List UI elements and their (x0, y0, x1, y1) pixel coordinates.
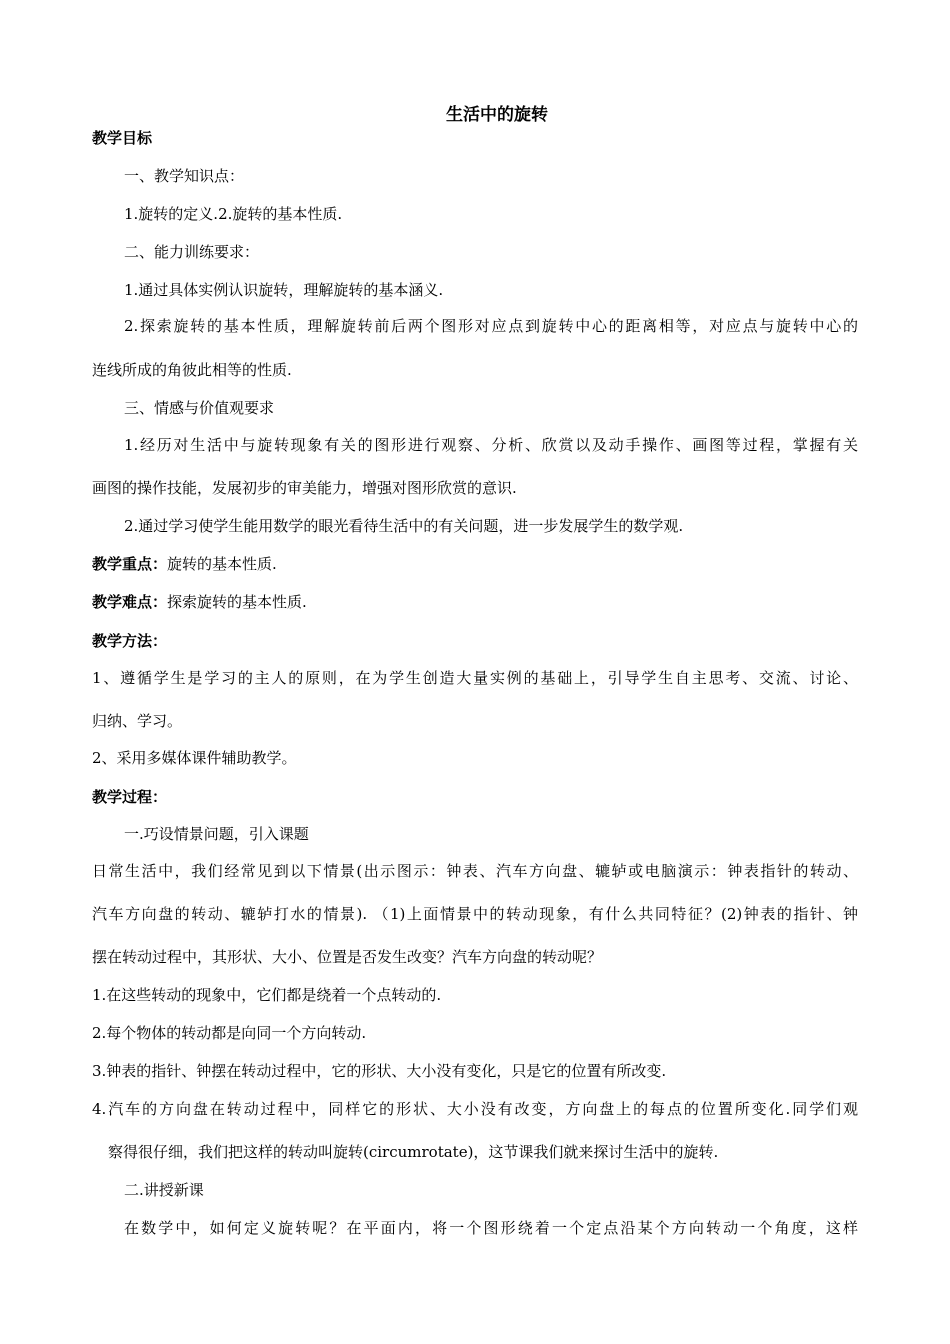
point-4-line-1: 4.汽车的方向盘在转动过程中，同样它的形状、大小没有改变，方向盘上的每点的位置所变化.同学们观 (92, 1100, 858, 1118)
intro-line-2: 汽车方向盘的转动、辘轳打水的情景). （1)上面情景中的转动现象，有什么共同特征？(2)钟表的指针、钟 (92, 905, 858, 923)
method-2: 2、采用多媒体课件辅助教学。 (92, 749, 297, 767)
knowledge-heading: 一、教学知识点： (124, 167, 245, 185)
definition-line-1: 在数学中，如何定义旋转呢？在平面内，将一个图形绕着一个定点沿某个方向转动一个角度，这样 (124, 1219, 858, 1237)
process-heading: 教学过程： (92, 788, 168, 806)
ability-item-1: 1.通过具体实例认识旋转，理解旋转的基本涵义. (124, 281, 444, 299)
difficulty-label: 教学难点： (92, 593, 168, 611)
knowledge-items: 1.旋转的定义.2.旋转的基本性质. (124, 205, 343, 223)
emotion-item-1-line-2: 画图的操作技能，发展初步的审美能力，增强对图形欣赏的意识. (92, 479, 517, 497)
point-2: 2.每个物体的转动都是向同一个方向转动. (92, 1024, 367, 1042)
method-1-line-1: 1、遵循学生是学习的主人的原则，在为学生创造大量实例的基础上，引导学生自主思考、交流、讨论、 (92, 669, 858, 687)
key-point-label: 教学重点： (92, 555, 168, 573)
difficulty-text: 探索旋转的基本性质. (167, 593, 307, 611)
ability-item-2-line-1: 2.探索旋转的基本性质，理解旋转前后两个图形对应点到旋转中心的距离相等，对应点与旋转中心的 (124, 317, 858, 335)
emotion-item-2: 2.通过学习使学生能用数学的眼光看待生活中的有关问题，进一步发展学生的数学观. (124, 517, 684, 535)
ability-item-2-line-2: 连线所成的角彼此相等的性质. (92, 361, 292, 379)
intro-line-1: 日常生活中，我们经常见到以下情景(出示图示：钟表、汽车方向盘、辘轳或电脑演示：钟表指针的转动、 (92, 862, 858, 880)
point-3: 3.钟表的指针、钟摆在转动过程中，它的形状、大小没有变化，只是它的位置有所改变. (92, 1062, 667, 1080)
methods-heading: 教学方法： (92, 632, 168, 650)
point-4-line-2: 察得很仔细，我们把这样的转动叫旋转(circumrotate)，这节课我们就来探讨生活中的旋转. (108, 1143, 719, 1161)
point-1: 1.在这些转动的现象中，它们都是绕着一个点转动的. (92, 986, 442, 1004)
intro-line-3: 摆在转动过程中，其形状、大小、位置是否发生改变？汽车方向盘的转动呢？ (92, 948, 603, 966)
emotion-heading: 三、情感与价值观要求 (124, 399, 275, 417)
difficulty-line (92, 592, 307, 612)
step-2-heading: 二.讲授新课 (124, 1181, 204, 1199)
key-point-text: 旋转的基本性质. (167, 555, 277, 573)
step-1-heading: 一.巧设情景问题，引入课题 (124, 825, 309, 843)
method-1-line-2: 归纳、学习。 (92, 712, 183, 730)
document-title: 生活中的旋转 (446, 105, 548, 125)
key-point-line (92, 554, 277, 574)
objectives-heading: 教学目标 (92, 129, 153, 147)
emotion-item-1-line-1: 1.经历对生活中与旋转现象有关的图形进行观察、分析、欣赏以及动手操作、画图等过程，掌握有关 (124, 436, 858, 454)
ability-heading: 二、能力训练要求： (124, 243, 260, 261)
